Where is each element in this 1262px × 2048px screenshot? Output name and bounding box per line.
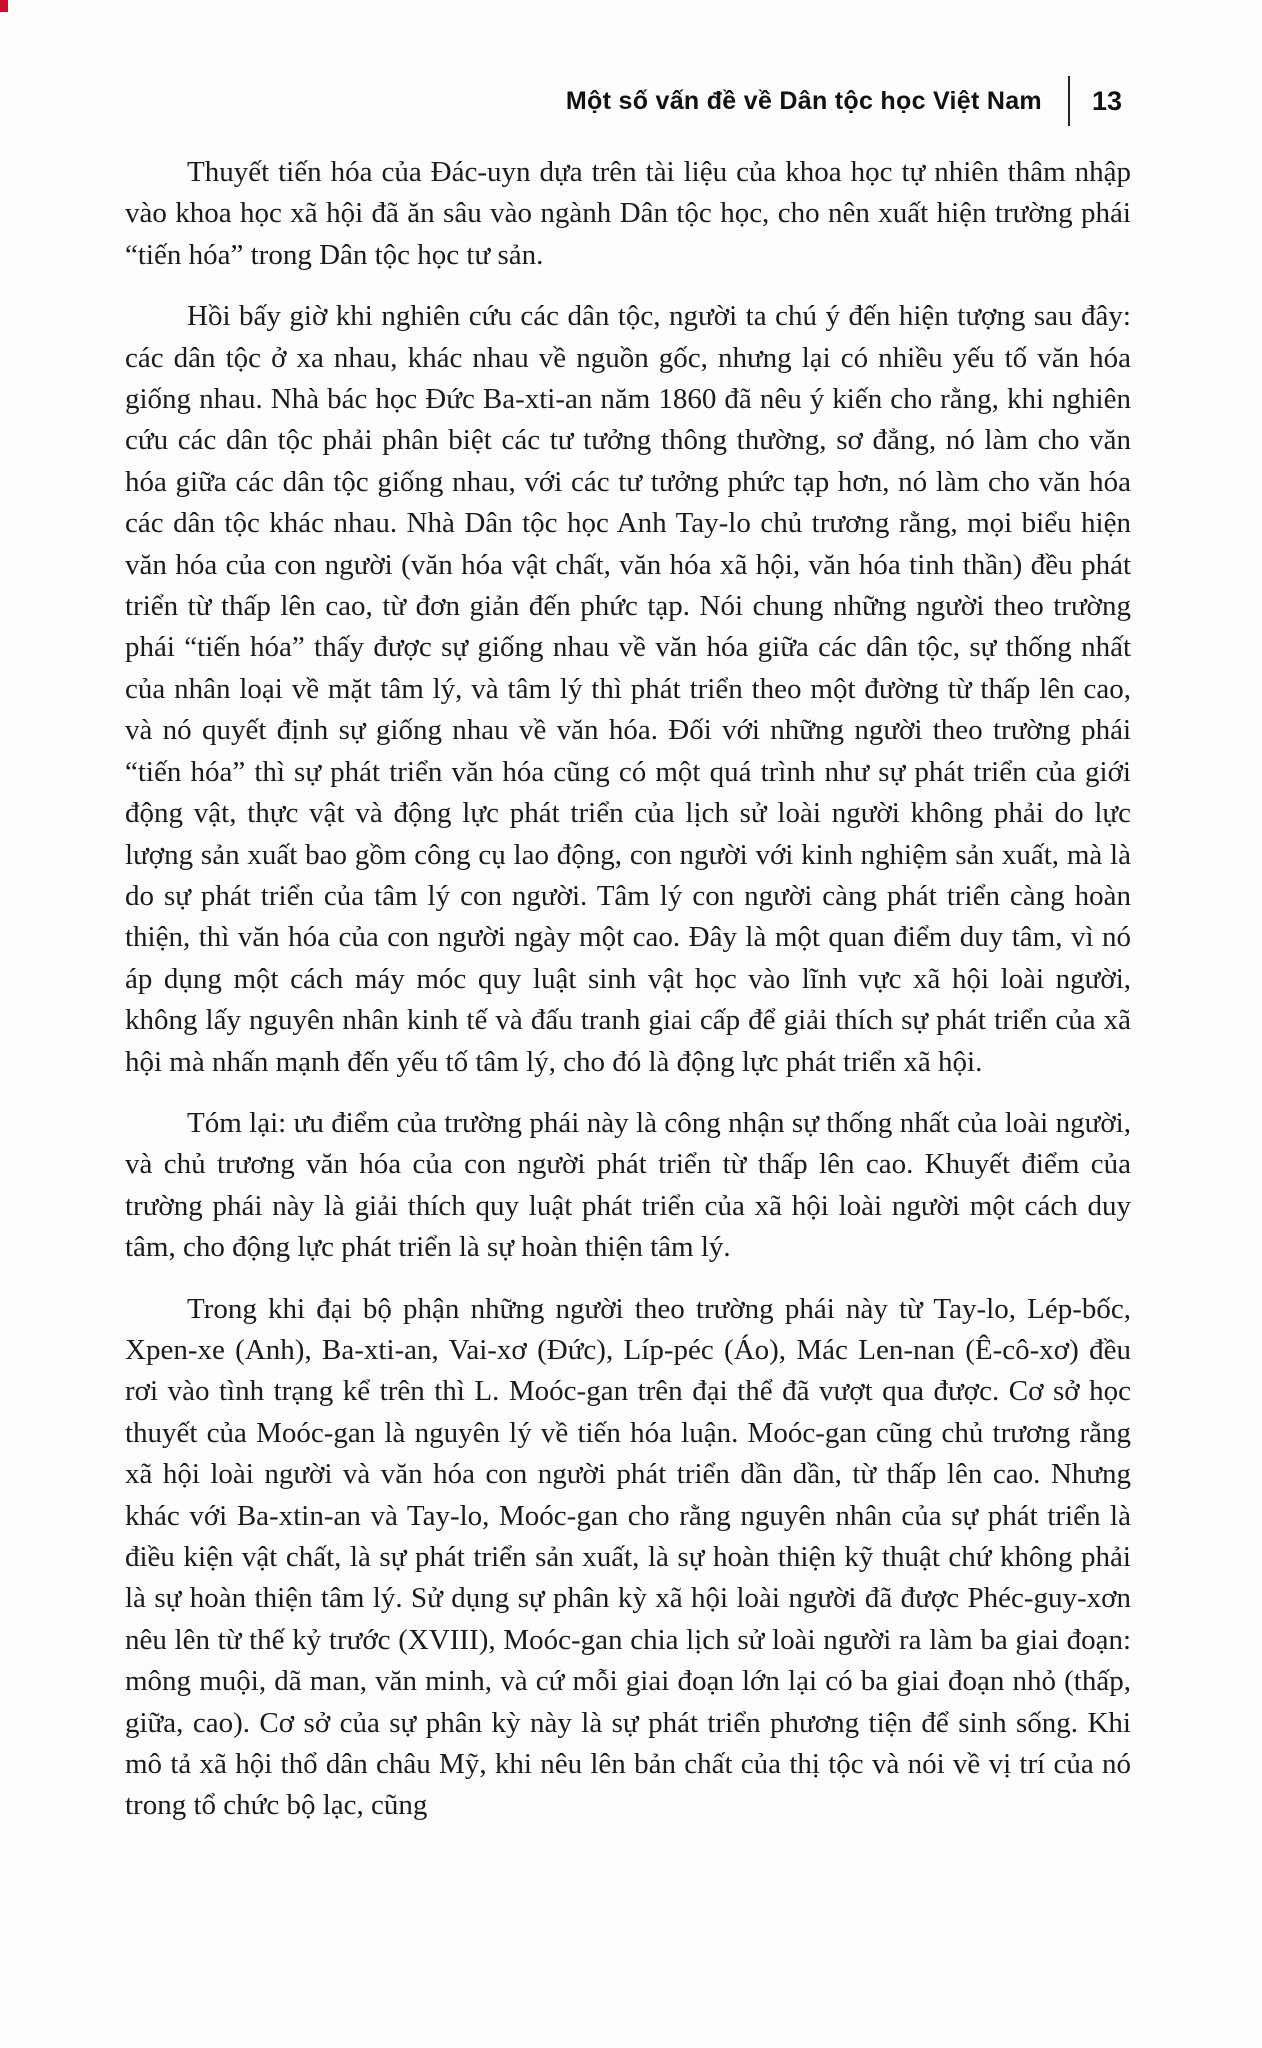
paragraph: Thuyết tiến hóa của Đác-uyn dựa trên tài liệu của khoa học tự nhiên thâm nhập vào khoa học xã hội đã ăn sâu vào ngành Dân tộc học, cho nên xuất hiện trường phái “tiến hóa” trong Dân tộc học tư sản.: [125, 156, 1131, 271]
page-corner-mark: [0, 0, 8, 12]
paragraph: Hồi bấy giờ khi nghiên cứu các dân tộc, người ta chú ý đến hiện tượng sau đây: các dân tộc ở xa nhau, khác nhau về nguồn gốc, nhưng lại có nhiều yếu tố văn hóa giống nhau. Nhà bác học Đức Ba-xti-an năm 1860 đã nêu ý kiến cho rằng, khi nghiên cứu các dân tộc phải phân biệt các tư tưởng thông thường, sơ đẳng, nó làm cho văn hóa giữa các dân tộc giống nhau, với các tư tưởng phức tạp hơn, nó làm cho văn hóa các dân tộc khác nhau. Nhà Dân tộc học Anh Tay-lo chủ trương rằng, mọi biểu hiện văn hóa của con người (văn hóa vật chất, văn hóa xã hội, văn hóa tinh thần) đều phát triển từ thấp lên cao, từ đơn giản đến phức tạp. Nói chung những người theo trường phái “tiến hóa” thấy được sự giống nhau về văn hóa giữa các dân tộc, sự thống nhất của nhân loại về mặt tâm lý, và tâm lý thì phát triển theo một đường từ thấp lên cao, và nó quyết định sự giống nhau về văn hóa. Đối với những người theo trường phái “tiến hóa” thì sự phát triển văn hóa cũng có một quá trình như sự phát triển của giới động vật, thực vật và động lực phát triển của lịch sử loài người không phải do lực lượng sản xuất bao gồm công cụ lao động, con người với kinh nghiệm sản xuất, mà là do sự phát triển của tâm lý con người. Tâm lý con người càng phát triển càng hoàn thiện, thì văn hóa của con người ngày một cao. Đây là một quan điểm duy tâm, vì nó áp dụng một cách máy móc quy luật sinh vật học vào lĩnh vực xã hội loài người, không lấy nguyên nhân kinh tế và đấu tranh giai cấp để giải thích sự phát triển của xã hội mà nhấn mạnh đến yếu tố tâm lý, cho đó là động lực phát triển xã hội.: [125, 300, 1131, 1078]
page-number: 13: [1091, 85, 1122, 116]
paragraph: Tóm lại: ưu điểm của trường phái này là công nhận sự thống nhất của loài người, và chủ trương văn hóa của con người phát triển từ thấp lên cao. Khuyết điểm của trường phái này là giải thích quy luật phát triển của xã hội loài người một cách duy tâm, cho động lực phát triển là sự hoàn thiện tâm lý.: [125, 1106, 1131, 1264]
running-title: Một số vấn đề về Dân tộc học Việt Nam: [565, 86, 1042, 115]
header-divider: [1068, 76, 1070, 126]
body-text: [125, 152, 1131, 1847]
paragraph: Trong khi đại bộ phận những người theo trường phái này từ Tay-lo, Lép-bốc, Xpen-xe (Anh), Ba-xti-an, Vai-xơ (Đức), Líp-péc (Áo), Mác Len-nan (Ê-cô-xơ) đều rơi vào tình trạng kể trên thì L. Moóc-gan trên đại thể đã vượt qua được. Cơ sở học thuyết của Moóc-gan là nguyên lý về tiến hóa luận. Moóc-gan cũng chủ trương rằng xã hội loài người và văn hóa con người phát triển dần dần, từ thấp lên cao. Nhưng khác với Ba-xtin-an và Tay-lo, Moóc-gan cho rằng nguyên nhân của sự phát triển là điều kiện vật chất, là sự phát triển sản xuất, là sự hoàn thiện kỹ thuật chứ không phải là sự hoàn thiện tâm lý. Sử dụng sự phân kỳ xã hội loài người đã được Phéc-guy-xơn nêu lên từ thế kỷ trước (XVIII), Moóc-gan chia lịch sử loài người ra làm ba giai đoạn: mông muội, dã man, văn minh, và cứ mỗi giai đoạn lớn lại có ba giai đoạn nhỏ (thấp, giữa, cao). Cơ sở của sự phân kỳ này là sự phát triển phương tiện để sinh sống. Khi mô tả xã hội thổ dân châu Mỹ, khi nêu lên bản chất của thị tộc và nói về vị trí của nó trong tổ chức bộ lạc, cũng: [125, 1292, 1131, 1822]
running-header: [566, 76, 1122, 126]
